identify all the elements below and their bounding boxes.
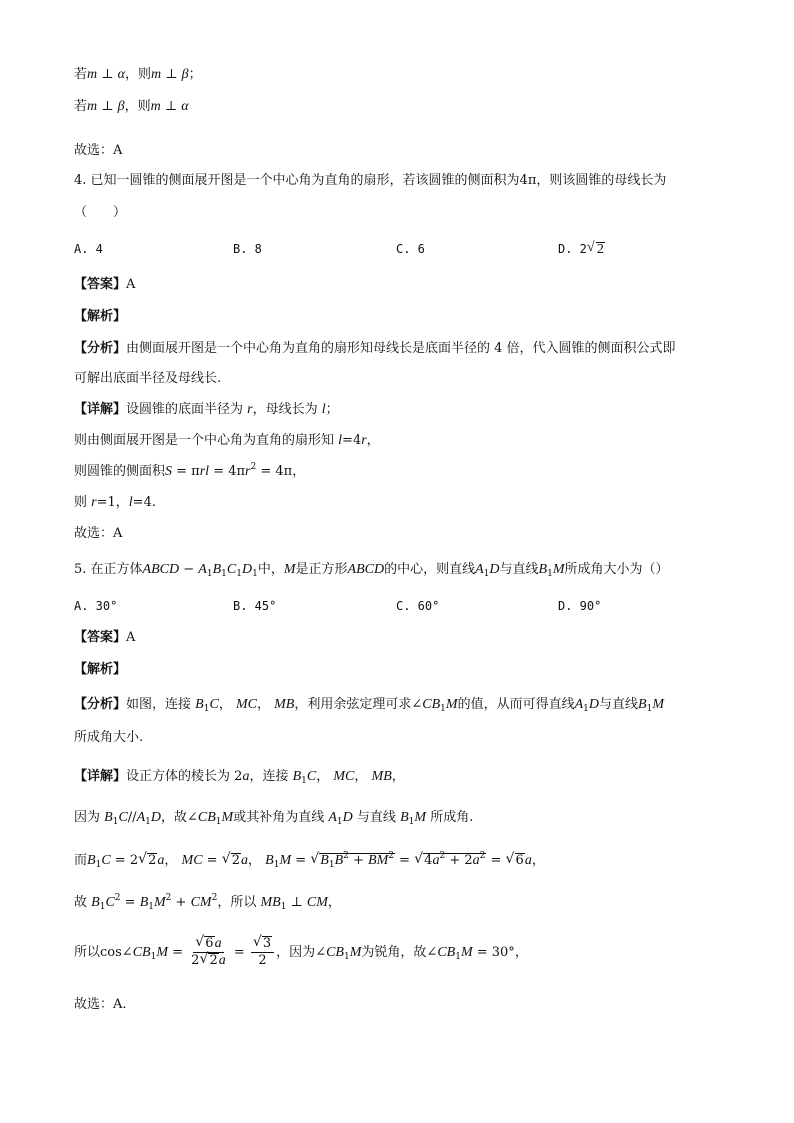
condition-line-2: 若m ⊥ β，则m ⊥ α [74,99,189,114]
text: D. 2 [558,242,587,256]
q5-analysis-2: 所成角大小. [74,730,144,745]
text: 与直线 [356,810,396,825]
text: ， [327,895,341,910]
text: 是正方形 [295,562,348,577]
text: ， [316,769,330,784]
q5-option-c: C. 60° [396,599,440,613]
text: 中， [257,562,284,577]
q3-answer: 故选：A [74,143,123,158]
text: ，则该圆锥的母线长为 [536,173,667,188]
text: 的值，从而可得直线 [457,697,575,712]
text: =4. [132,495,156,510]
math: 4π [519,173,537,188]
text: ，则 [125,67,152,82]
q5-jiexi-tag: 【解析】 [74,662,127,677]
text: ，利用余弦定理可求 [294,697,412,712]
q5-detail-5: 所以$\cos\angle CB_1M$ = √ 6a 2 √ 2a = √ 3 2 ，因为$\angle CB_1M$为锐角，故$\angle CB_1M = 30^\circ$， [74,934,528,968]
text: 而 [74,853,88,868]
text: ，因为 [276,945,316,960]
condition-line-1: 若m ⊥ α，则m ⊥ β； [74,67,202,82]
analysis-tag: 【分析】 [74,697,127,712]
q4-option-c: C. 6 [396,242,425,256]
q4-stem [74,172,666,190]
text: ， [514,945,528,960]
text: 的中心，则直线 [384,562,476,577]
text: 则圆锥的侧面积 [74,464,166,479]
text: 因为 [74,810,101,825]
text: 与直线 [599,697,639,712]
text: 为锐角，故 [361,945,427,960]
text: 若 [74,99,88,114]
q4-analysis-2: 可解出底面半径及母线长. [74,371,222,386]
text: ， [354,769,368,784]
q5-option-d: D. 90° [558,599,602,613]
q4-final: 故选：A [74,526,123,541]
q5-detail-3: 而$B_1C = 2$ √ 2a， MC = √ 2a， $B_1M$ = √ $B_1B^2 + BM^2$ = √ $4a^2 + 2a^2$ = √ 6a， [74,851,545,870]
q4-jiexi-tag: 【解析】 [74,309,127,324]
text: 与直线 [499,562,539,577]
q5-detail-2: 因为 $B_1C//A_1D$，故$\angle CB_1M$或其补角为直线 $A_1D$ 与直线 $B_1M$ 所成角. [74,810,474,827]
text: ， [218,697,232,712]
q5-analysis-1: 【分析】如图，连接 $B_1C$， MC， MB，利用余弦定理可求$\angle CB_1M$的值，从而可得直线$A_1D$与直线$B_1M$ [74,697,664,714]
text: 则 [74,495,88,510]
text: ， [247,853,261,868]
q5-stem: 5. 在正方体ABCD − $A_1B_1C_1D_1$中，M是正方形ABCD的中心，则直线$A_1D$与直线$B_1M$所成角大小为（） [74,562,669,579]
text: 5. 在正方体 [74,562,143,577]
radicand: 2 [596,242,604,257]
answer-tag: 【答案】 [74,277,127,292]
text: 由侧面展开图是一个中心角为直角的扇形知母线长是底面半径的 4 倍，代入圆锥的侧面积公式即 [126,341,676,356]
text: ，母线长为 [252,402,318,417]
text: 设正方体的棱长为 [126,769,231,784]
text: 故 [74,895,88,910]
q5-final: 故选：A. [74,997,127,1012]
text: ，则 [124,99,151,114]
text: ，连接 [249,769,289,784]
text: ， [164,853,178,868]
text: ， [391,769,405,784]
q4-option-b: B. 8 [233,242,262,256]
q4-answer [74,276,135,294]
q5-detail-1: 【详解】设正方体的棱长为 2a，连接 $B_1C$， MC， MB， [74,769,405,786]
text: 若 [74,67,88,82]
analysis-tag: 【分析】 [74,341,127,356]
text: =1， [96,495,129,510]
q5-detail-4: 故 $B_1C^2 = B_1M^2 + CM^2$，所以 $MB_1$ ⊥ CM， [74,893,341,912]
q4-detail-3: 则圆锥的侧面积$S = \pi rl = 4\pi r^2 = 4\pi$， [74,462,306,479]
answer-value: A [126,630,136,645]
text: 4. 已知一圆锥的侧面展开图是一个中心角为直角的扇形，若该圆锥的侧面积为 [74,173,520,188]
q4-option-d [558,240,605,259]
text: ，故 [160,810,187,825]
q4-detail-1: 【详解】设圆锥的底面半径为 r，母线长为 l； [74,402,339,417]
text: 所成角. [430,810,474,825]
sqrt-symbol: √ 2 [586,240,604,257]
text: 所成角大小为（） [564,562,669,577]
detail-tag: 【详解】 [74,402,127,417]
detail-tag: 【详解】 [74,769,127,784]
text: ， [531,853,545,868]
text: ， [366,433,380,448]
q5-answer [74,629,135,647]
text: 所以 [74,945,101,960]
text: 或其补角为直线 [233,810,325,825]
q4-paren: （ ） [74,205,127,220]
text: 则由侧面展开图是一个中心角为直角的扇形知 [74,433,335,448]
q4-detail-4: 则 r=1，l=4. [74,495,156,510]
q4-detail-2: 则由侧面展开图是一个中心角为直角的扇形知 l=4r， [74,433,380,448]
text: ，所以 [217,895,257,910]
answer-value: A [126,277,136,292]
text: 设圆锥的底面半径为 [126,402,244,417]
q4-analysis-1 [74,340,676,358]
q5-option-b: B. 45° [233,599,277,613]
text: ， [292,464,306,479]
text: 如图，连接 [126,697,192,712]
q4-option-a: A. 4 [74,242,103,256]
q5-option-a: A. 30° [74,599,118,613]
text: ； [325,402,339,417]
answer-tag: 【答案】 [74,630,127,645]
text: ， [256,697,270,712]
